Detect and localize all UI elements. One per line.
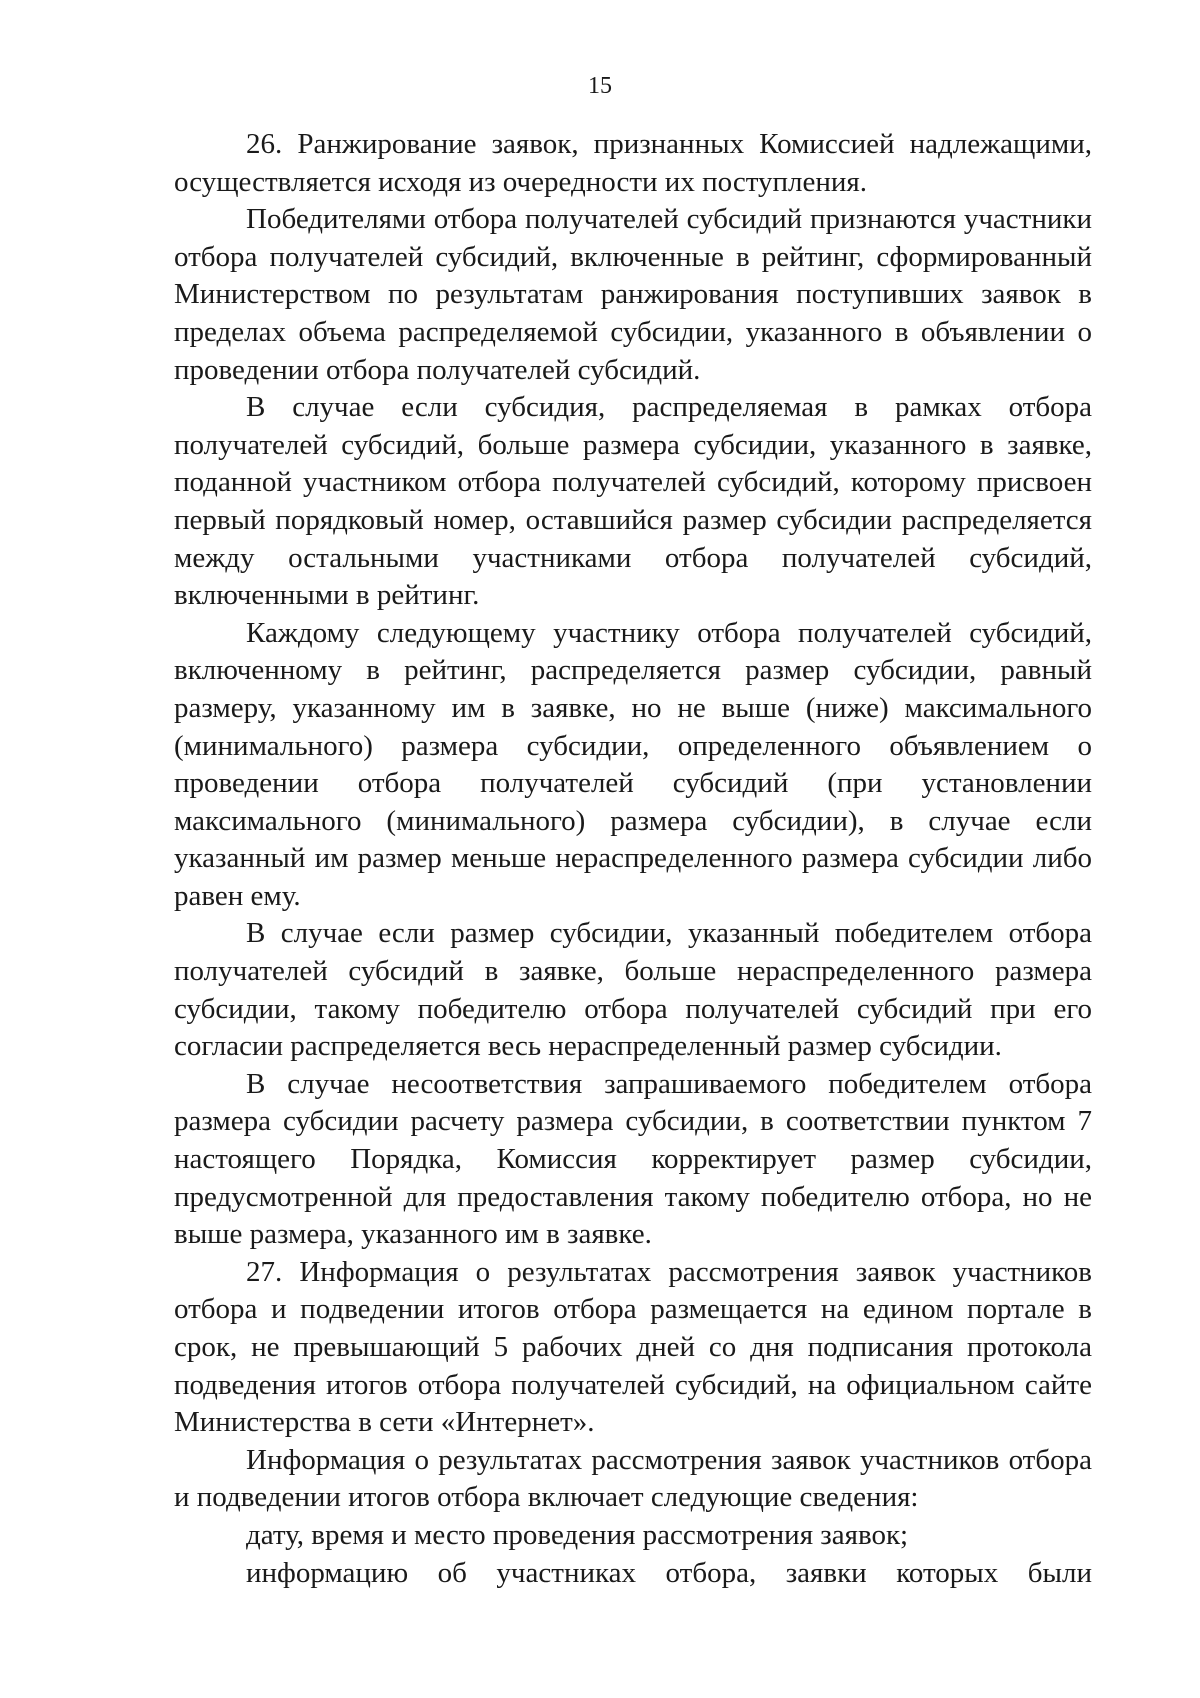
paragraph-remaining-subsidy: В случае если субсидия, распределяемая в рамках отбора получателей субсидий, больше размера субсидии, указанного в заявке, поданной участником отбора получателей субсидий, которому присвоен первый порядковый номер, оставшийся размер субсидии распределяется между остальными участниками отбора получателей субсидий, включенными в рейтинг. (174, 391, 1092, 612)
document-body (174, 126, 1092, 1592)
paragraph-winners: Победителями отбора получателей субсидий признаются участники отбора получателей субсидий, включенные в рейтинг, сформированный Министерством по результатам ранжирования поступивших заявок в пределах объема распределяемой субсидии, указанного в объявлении о проведении отбора получателей субсидий. (174, 203, 1092, 386)
paragraph-next-participant: Каждому следующему участнику отбора получателей субсидий, включенному в рейтинг, распределяется размер субсидии, равный размеру, указанному им в заявке, но не выше (ниже) максимального (минимального) размера субсидии, определенного объявлением о проведении отбора получателей субсидий (при установлении максимального (минимального) размера субсидии), в случае если указанный им размер меньше нераспределенного размера субсидии либо равен ему. (174, 616, 1092, 912)
paragraph-26-ranking: 26. Ранжирование заявок, признанных Комиссией надлежащими, осуществляется исходя из очередности их поступления. (174, 128, 1092, 198)
paragraph-commission-adjustment: В случае несоответствия запрашиваемого победителем отбора размера субсидии расчету размера субсидии, в соответствии пунктом 7 настоящего Порядка, Комиссия корректирует размер субсидии, предусмотренной для предоставления такому победителю отбора, но не выше размера, указанного им в заявке. (174, 1067, 1092, 1251)
page-number: 15 (588, 73, 612, 99)
paragraph-participants-info: информацию об участниках отбора, заявки которых были (246, 1556, 1092, 1589)
paragraph-winner-consent: В случае если размер субсидии, указанный победителем отбора получателей субсидий в заявке, больше нераспределенного размера субсидии, такому победителю отбора получателей субсидий при его согласии распределяется весь нераспределенный размер субсидии. (174, 917, 1092, 1063)
paragraph-27-publication: 27. Информация о результатах рассмотрения заявок участников отбора и подведении итогов отбора размещается на едином портале в срок, не превышающий 5 рабочих дней со дня подписания протокола подведения итогов отбора получателей субсидий, на официальном сайте Министерства в сети «Интернет». (174, 1255, 1092, 1439)
paragraph-information-contents: Информация о результатах рассмотрения заявок участников отбора и подведении итогов отбора включает следующие сведения: (174, 1443, 1092, 1514)
paragraph-date-time-place: дату, время и место проведения рассмотрения заявок; (246, 1518, 909, 1551)
